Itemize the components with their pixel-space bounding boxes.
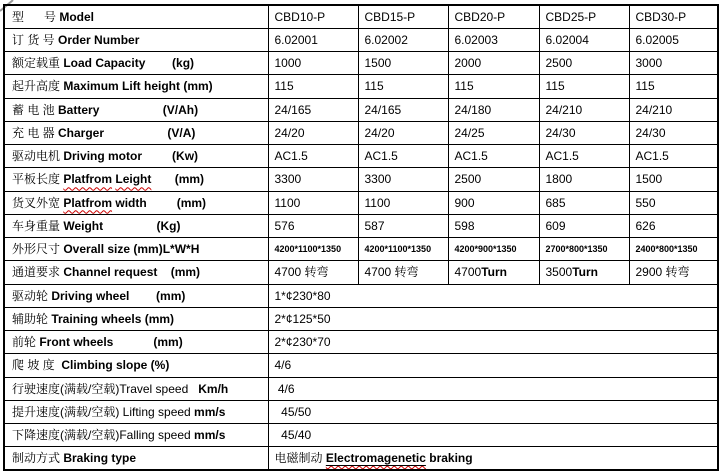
value-max-lift-height: 115 [358,75,448,98]
text-segment: Electromagenetic [325,451,426,466]
spec-row-driving-motor [4,145,718,168]
value-load-capacity: 2000 [448,52,539,75]
row-label-battery [4,98,268,121]
value-order-number: 6.02004 [539,28,629,51]
value-platform-length: 1800 [539,168,629,191]
text-segment: width [115,195,147,210]
text-segment: 辅助轮 [12,311,52,326]
spec-row-front-wheels [4,331,718,354]
value-platform-width: 1100 [358,191,448,214]
text-segment: Training wheels (mm) [51,311,175,326]
text-segment [129,289,156,303]
value-weight: 626 [629,214,718,237]
text-segment: Driving motor [63,149,143,164]
value-load-capacity: 3000 [629,52,718,75]
text-segment: (Kg) [156,218,181,233]
text-segment: Front wheels [39,335,114,350]
text-segment: 2900 转弯 [635,265,690,280]
value-weight: 587 [358,214,448,237]
text-segment: Model [59,9,95,24]
text-segment [104,126,167,140]
value-driving-motor: AC1.5 [268,145,358,168]
row-label-max-lift-height [4,75,268,98]
value-falling-speed: 45/40 [268,424,718,447]
text-segment [147,196,177,210]
value-order-number: 6.02003 [448,28,539,51]
value-overall-size: 4200*1100*1350 [358,238,448,261]
row-label-climbing-slope [4,354,268,377]
text-segment: 提升速度(满载/空载) Lifting speed [12,404,195,419]
text-segment [99,103,162,117]
text-segment: 驱动电机 [12,149,64,164]
text-segment: 充 电 器 [12,125,59,140]
text-segment: Channel request [63,265,158,280]
value-lifting-speed: 45/50 [268,400,718,423]
value-max-lift-height: 115 [539,75,629,98]
text-segment: Climbing slope (%) [61,358,170,373]
value-load-capacity: 2500 [539,52,629,75]
value-front-wheels: 2*¢230*70 [268,331,718,354]
text-segment: Km/h [198,381,229,396]
text-segment: 驱动轮 [12,288,52,303]
value-model: CBD25-P [539,5,629,28]
text-segment: Platfrom [63,172,113,187]
text-segment: 车身重量 [12,218,64,233]
spec-row-platform-width [4,191,718,214]
row-label-platform-width [4,191,268,214]
value-weight: 598 [448,214,539,237]
spec-row-charger [4,121,718,144]
text-segment: 4700 [454,265,482,280]
text-segment: 通道要求 [12,265,64,280]
value-platform-width: 685 [539,191,629,214]
value-charger: 24/30 [629,121,718,144]
text-segment: Driving wheel [51,288,130,303]
value-channel-request [448,261,539,284]
text-segment: 平板长度 [12,172,64,187]
row-label-overall-size [4,238,268,261]
spec-row-model [4,5,718,28]
value-charger: 24/25 [448,121,539,144]
value-braking-type [268,447,718,470]
text-segment: Braking type [63,451,137,466]
text-segment [151,172,174,186]
value-channel-request [629,261,718,284]
text-segment: Turn [481,265,507,280]
text-segment: (V/Ah) [162,102,199,117]
row-label-travel-speed [4,377,268,400]
text-segment: mm/s [194,404,226,419]
text-segment: 行驶速度(满载/空载)Travel speed [12,381,199,396]
text-segment: 额定载重 [12,56,64,71]
text-segment: 前轮 [12,335,40,350]
value-driving-motor: AC1.5 [539,145,629,168]
value-platform-width: 550 [629,191,718,214]
text-segment: (mm) [170,265,201,280]
value-battery: 24/210 [539,98,629,121]
text-segment: (mm) [156,288,186,303]
row-label-channel-request [4,261,268,284]
text-segment: Leight [115,172,152,187]
row-label-lifting-speed [4,400,268,423]
spec-row-load-capacity [4,52,718,75]
value-channel-request [268,261,358,284]
value-platform-length: 3300 [268,168,358,191]
text-segment: 制动方式 [12,451,64,466]
spec-row-driving-wheel [4,284,718,307]
text-segment: 起升高度 [12,79,64,94]
spec-row-falling-speed [4,424,718,447]
value-platform-length: 2500 [448,168,539,191]
text-segment: 电磁制动 [274,451,326,466]
value-platform-width: 900 [448,191,539,214]
spec-table [3,4,719,471]
spec-row-lifting-speed [4,400,718,423]
value-load-capacity: 1500 [358,52,448,75]
text-segment: (kg) [172,56,195,71]
spec-row-climbing-slope [4,354,718,377]
text-segment: Platfrom [63,195,113,210]
value-model: CBD30-P [629,5,718,28]
row-label-front-wheels [4,331,268,354]
text-segment: 蓄 电 池 [12,102,59,117]
text-segment: 4700 转弯 [364,265,419,280]
value-platform-length: 1500 [629,168,718,191]
row-label-model [4,5,268,28]
value-overall-size: 2400*800*1350 [629,238,718,261]
value-overall-size: 2700*800*1350 [539,238,629,261]
text-segment: 外形尺寸 [12,242,64,257]
text-segment: 3500 [545,265,573,280]
value-channel-request [539,261,629,284]
value-travel-speed: 4/6 [268,377,718,400]
value-order-number: 6.02002 [358,28,448,51]
row-label-load-capacity [4,52,268,75]
text-segment: 订 货 号 [12,32,59,47]
spec-row-order-number [4,28,718,51]
text-segment: braking [429,451,473,466]
value-platform-length: 3300 [358,168,448,191]
text-segment: (V/A) [167,125,196,140]
spec-table-body [4,5,718,470]
text-segment: Overall size (mm)L*W*H [63,242,200,257]
value-max-lift-height: 115 [629,75,718,98]
text-segment [157,265,170,279]
spec-row-overall-size [4,238,718,261]
spec-row-max-lift-height [4,75,718,98]
value-channel-request [358,261,448,284]
value-max-lift-height: 115 [448,75,539,98]
value-driving-wheel: 1*¢230*80 [268,284,718,307]
text-segment: (mm) [153,335,183,350]
text-segment: 下降速度(满载/空载)Falling speed [12,428,195,443]
text-segment: Weight [63,218,104,233]
row-label-falling-speed [4,424,268,447]
spec-row-braking-type [4,447,718,470]
text-segment: Turn [572,265,598,280]
text-segment: mm/s [194,428,226,443]
value-model: CBD15-P [358,5,448,28]
value-load-capacity: 1000 [268,52,358,75]
value-battery: 24/165 [358,98,448,121]
value-weight: 609 [539,214,629,237]
value-battery: 24/210 [629,98,718,121]
value-overall-size: 4200*1100*1350 [268,238,358,261]
text-segment [103,219,156,233]
row-label-braking-type [4,447,268,470]
value-weight: 576 [268,214,358,237]
value-model: CBD20-P [448,5,539,28]
text-segment: (mm) [174,172,205,187]
text-segment: Battery [58,102,100,117]
value-charger: 24/20 [358,121,448,144]
row-label-order-number [4,28,268,51]
text-segment: Order Number [58,32,140,47]
spec-row-weight [4,214,718,237]
row-label-training-wheels [4,307,268,330]
value-charger: 24/30 [539,121,629,144]
value-order-number: 6.02005 [629,28,718,51]
row-label-weight [4,214,268,237]
text-segment: 型 号 [12,9,60,24]
spec-row-training-wheels [4,307,718,330]
value-driving-motor: AC1.5 [448,145,539,168]
value-battery: 24/180 [448,98,539,121]
text-segment: (mm) [176,195,207,210]
text-segment [113,335,153,349]
text-segment [142,149,172,163]
value-climbing-slope: 4/6 [268,354,718,377]
value-charger: 24/20 [268,121,358,144]
value-platform-width: 1100 [268,191,358,214]
row-label-platform-length [4,168,268,191]
row-label-charger [4,121,268,144]
spec-row-battery [4,98,718,121]
text-segment: 4700 转弯 [274,265,329,280]
text-segment [145,56,172,70]
text-segment: 货叉外宽 [12,195,64,210]
text-segment: 爬 坡 度 [12,358,62,373]
value-max-lift-height: 115 [268,75,358,98]
value-overall-size: 4200*900*1350 [448,238,539,261]
text-segment: Charger [58,125,105,140]
value-order-number: 6.02001 [268,28,358,51]
row-label-driving-motor [4,145,268,168]
row-label-driving-wheel [4,284,268,307]
text-segment: Load Capacity [63,56,146,71]
value-training-wheels: 2*¢125*50 [268,307,718,330]
value-battery: 24/165 [268,98,358,121]
value-model: CBD10-P [268,5,358,28]
spec-row-channel-request [4,261,718,284]
text-segment: (Kw) [172,149,199,164]
value-driving-motor: AC1.5 [629,145,718,168]
value-driving-motor: AC1.5 [358,145,448,168]
spec-row-travel-speed [4,377,718,400]
spec-row-platform-length [4,168,718,191]
text-segment: Maximum Lift height (mm) [63,79,213,94]
